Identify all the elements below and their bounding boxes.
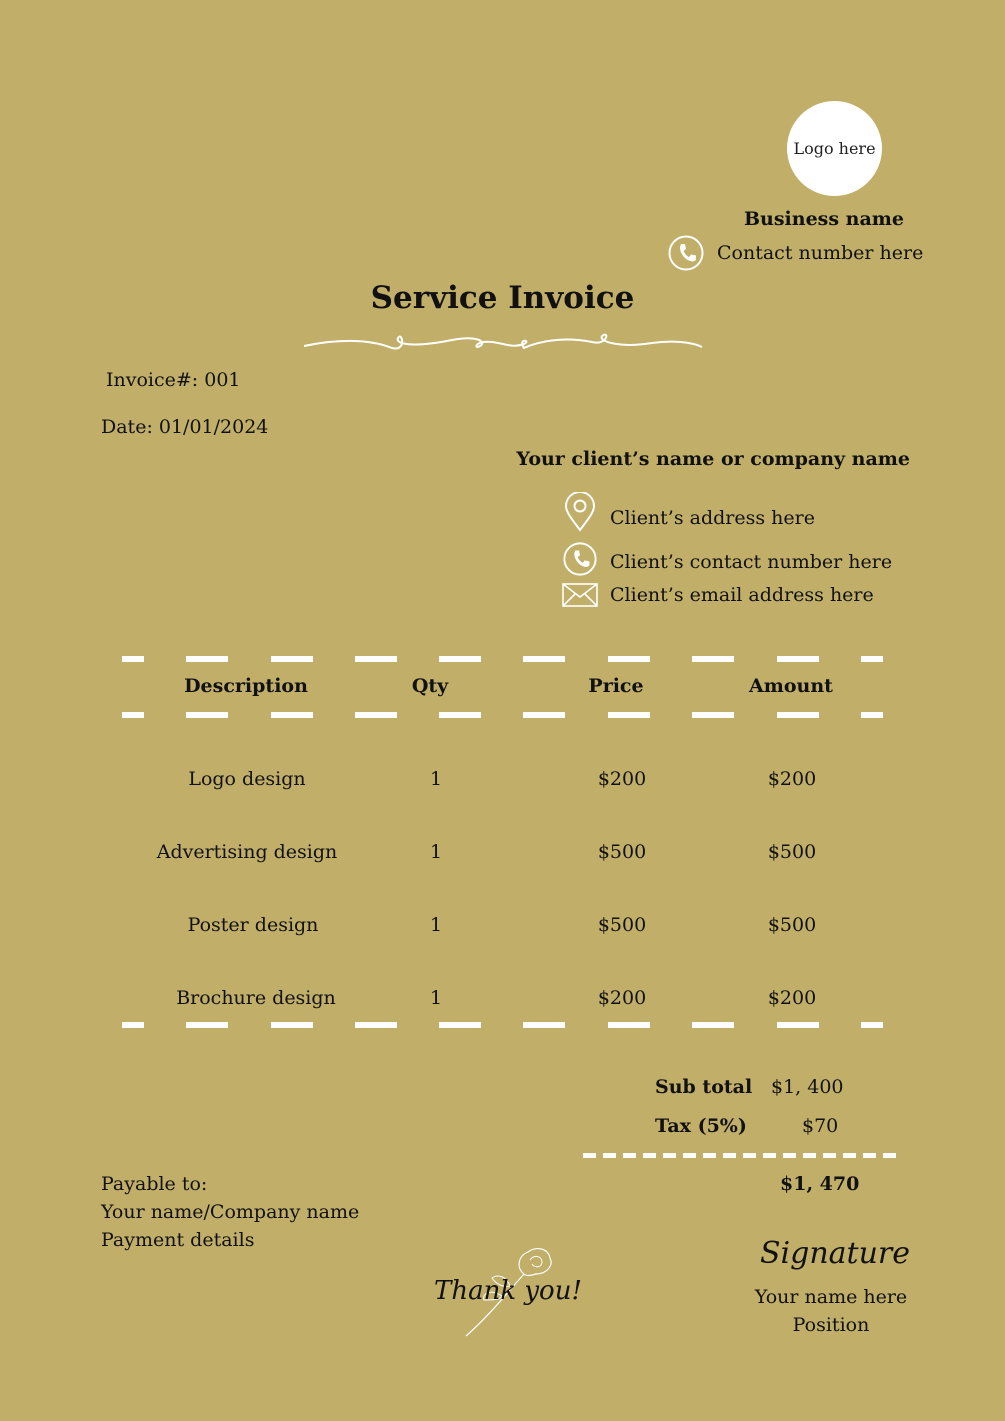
client-name: Your client’s name or company name	[516, 448, 910, 470]
client-email: Client’s email address here	[610, 584, 874, 606]
page-title: Service Invoice	[370, 280, 635, 316]
row-qty: 1	[429, 841, 443, 863]
thank-you-graphic	[432, 1238, 582, 1342]
row-amount: $200	[767, 768, 817, 790]
row-description: Advertising design	[156, 841, 338, 863]
location-pin-icon	[563, 492, 597, 532]
row-qty: 1	[429, 987, 443, 1009]
subtotal-value: $1, 400	[771, 1076, 844, 1098]
business-contact	[667, 234, 923, 272]
row-qty: 1	[429, 768, 443, 790]
payment-details: Payment details	[101, 1229, 255, 1251]
row-amount: $500	[767, 841, 817, 863]
payable-label: Payable to:	[101, 1173, 208, 1195]
client-address: Client’s address here	[610, 507, 815, 529]
business-name: Business name	[743, 208, 904, 230]
client-contact: Client’s contact number here	[610, 550, 893, 573]
totals-divider	[583, 1153, 903, 1158]
signature-script: Signature	[760, 1236, 911, 1271]
header-qty: Qty	[411, 675, 449, 697]
phone-icon	[667, 234, 705, 272]
row-price: $500	[597, 914, 647, 936]
phone-icon	[562, 541, 598, 577]
header-description: Description	[184, 675, 308, 697]
client-contact-row	[561, 541, 892, 577]
logo-placeholder	[787, 101, 882, 196]
tax-value: $70	[802, 1115, 839, 1137]
logo-text: Logo here	[793, 139, 876, 158]
client-email-row	[561, 582, 874, 608]
row-description: Brochure design	[176, 987, 336, 1009]
envelope-icon	[562, 582, 598, 608]
row-price: $500	[597, 841, 647, 863]
tax-label: Tax (5%)	[655, 1115, 747, 1137]
row-price: $200	[597, 768, 647, 790]
header-price: Price	[588, 675, 644, 697]
subtotal-label: Sub total	[655, 1076, 753, 1098]
business-contact-text: Contact number here	[717, 242, 924, 264]
row-amount: $500	[767, 914, 817, 936]
thank-you-text: Thank you!	[434, 1276, 582, 1306]
payable-name: Your name/Company name	[101, 1201, 360, 1223]
invoice-date: Date: 01/01/2024	[101, 416, 269, 438]
signer-position: Position	[792, 1314, 870, 1336]
flourish-divider	[302, 326, 704, 356]
row-qty: 1	[429, 914, 443, 936]
row-description: Poster design	[187, 914, 319, 936]
invoice-number: Invoice#: 001	[106, 369, 241, 391]
header-amount: Amount	[749, 675, 833, 697]
grand-total: $1, 470	[780, 1173, 860, 1195]
row-price: $200	[597, 987, 647, 1009]
signer-name: Your name here	[754, 1286, 908, 1308]
row-amount: $200	[767, 987, 817, 1009]
client-address-row	[561, 492, 815, 532]
row-description: Logo design	[188, 768, 306, 790]
